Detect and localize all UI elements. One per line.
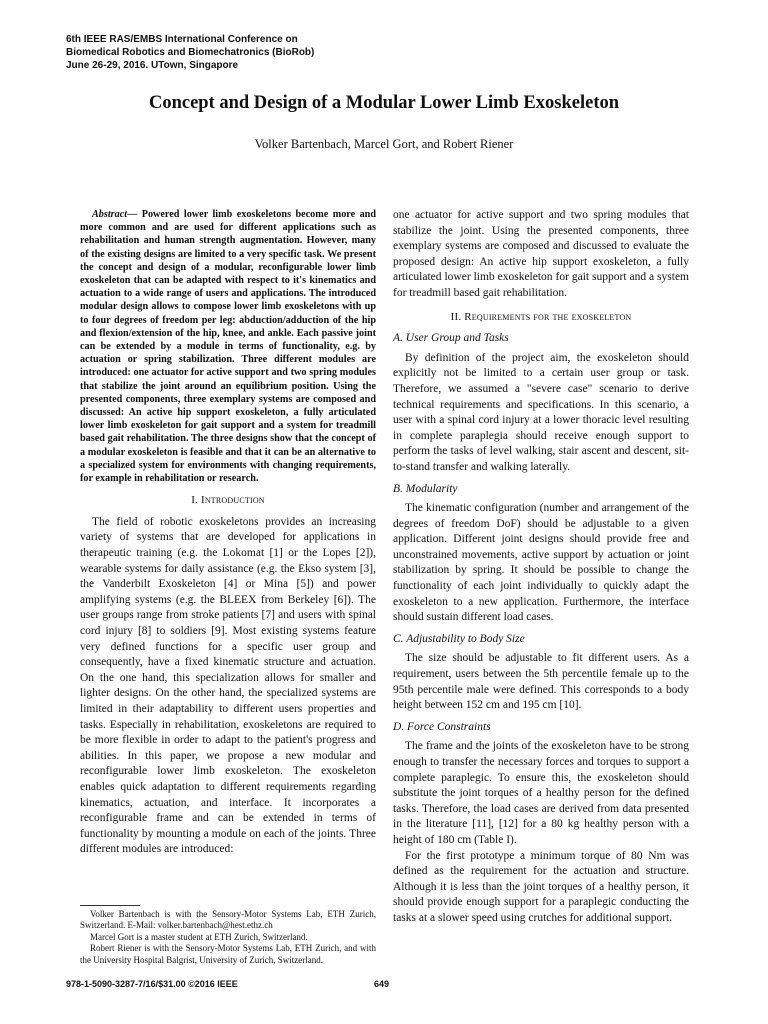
footnote-riener: Robert Riener is with the Sensory-Motor Systems Lab, ETH Zurich, and with the University Hospital Balgrist, University of Zurich, Switzerland. [80,943,376,965]
footnote-bartenbach: Volker Bartenbach is with the Sensory-Motor Systems Lab, ETH Zurich, Switzerland. E-Mail: volker.bartenbach@hest.ethz.ch [80,909,376,931]
section-number-requirements: II. [450,310,465,323]
footer-isbn: 978-1-5090-3287-7/16/$31.00 ©2016 IEEE [66,979,238,989]
section-heading-requirements [393,310,689,326]
abstract-label: Abstract [92,209,128,220]
right-column [393,208,689,927]
footnote-rule [80,905,140,906]
paper-title: Concept and Design of a Modular Lower Limb Exoskeleton [148,93,620,113]
conference-line-3: June 26-29, 2016. UTown, Singapore [66,60,239,71]
abstract [80,208,376,485]
paper-authors: Volker Bartenbach, Marcel Gort, and Robert Riener [254,137,514,151]
conference-line-1: 6th IEEE RAS/EMBS International Conference on [66,34,298,45]
footnotes [80,909,376,966]
section-heading-introduction [80,493,376,509]
footnote-gort: Marcel Gort is a master student at ETH Zurich, Switzerland. [90,931,308,942]
section-title-requirements: Requirements for the exoskeleton [464,310,632,323]
page-number: 649 [374,979,390,989]
introduction-continuation: one actuator for active support and two spring modules that stabilize the joint. Using the presented components, three exemplary systems are composed and discussed to evaluate the proposed design: An active hip support exoskeleton, a fully articulated lower limb exoskeleton for gait support and a system for treadmill based gait rehabilitation. [393,209,689,299]
abstract-text: Powered lower limb exoskeletons become more and more common and are used for different applications such as rehabilitation and human strength augmentation. However, many of the existing designs are limited to a very specific task. We present the concept and design of a modular, reconfigurable lower limb exoskeleton that can be adapted with respect to it's kinematics and actuation to a wide range of users and applications. The introduced modular design allows to compose lower limb exoskeletons with up to four degrees of freedom per leg: abduction/adduction of the hip and flexion/extension of the hip, knee, and ankle. Each passive joint can be extended by a module in terms of functionality, e.g. by actuation or spring stabilization. Three different modules are introduced: one actuator for active support and two spring modules that stabilize the joint around an equilibrium position. Using the presented components, three exemplary systems are composed and discussed: An active hip support exoskeleton, a fully articulated lower limb exoskeleton for gait support and a system for treadmill based gait rehabilitation. The three designs show that the concept of a modular exoskeleton is feasible and that it can be an alternative to a specialized system for environments with changing requirements, for example in rehabilitation or research. [80,209,376,485]
section-title-introduction: Introduction [200,494,265,507]
adjustability-paragraph: The size should be adjustable to fit different users. As a requirement, users between the 5th percentile female up to the 95th percentile male were defined. This corresponds to a body height between 152 cm and 195 cm [10]. [393,652,689,712]
modularity-paragraph: The kinematic configuration (number and arrangement of the degrees of freedom DoF) should be adjustable to a given application. Different joint designs should provide free and unconstrained movements, active support by actuation or joint stabilization by spring. It should be possible to change the functionality of each joint individually to quickly adapt the exoskeleton to a new application. Furthermore, the interface should sustain different load cases. [393,502,689,624]
subsection-heading-force-constraints: D. Force Constraints [393,720,491,733]
abstract-dash: — [127,209,142,220]
force-constraints-paragraph-1: The frame and the joints of the exoskeleton have to be strong enough to transfer the necessary forces and torques to support a complete paraplegic. To ensure this, the exoskeleton should substitute the joint torques of a healthy person for the defined tasks. Therefore, the load cases are derived from data presented in the literature [11], [12] for a 80 kg healthy person with a height of 180 cm (Table I). [393,740,689,846]
subsection-heading-modularity: B. Modularity [393,482,458,495]
subsection-heading-adjustability: C. Adjustability to Body Size [393,632,525,645]
conference-line-2: Biomedical Robotics and Biomechatronics (BioRob) [66,47,315,58]
force-constraints-paragraph-2: For the first prototype a minimum torque of 80 Nm was defined as the requirement for the actuation and structure. Although it is less than the joint torques of a healthy person, it should provide enough support for a paraplegic conducting the tasks at a slower speed using crutches for additional support. [393,849,689,924]
conference-header [66,33,426,72]
section-number-introduction: I. [191,494,201,507]
subsection-heading-user-group: A. User Group and Tasks [393,332,509,345]
introduction-paragraph: The field of robotic exoskeletons provides an increasing variety of systems that are developed for applications in therapeutic training (e.g. the Lokomat [1] or the Lopes [2]), wearable systems for daily assistance (e.g. the Ekso system [3], the Vanderbilt Exoskeleton [4] or Mina [5]) and power amplifying systems (e.g. the BLEEX from Berkeley [6]). The user groups range from stroke patients [7] and users with spinal cord injury [8] to soldiers [9]. Most existing systems feature very defined functions for a specific user group and consequently, have a fixed kinematic structure and actuation. On the one hand, this specialization allows for smaller and lighter designs. On the other hand, the specialized systems are limited in their adaptability to different users properties and tasks. Especially in rehabilitation, exoskeletons are required to be more flexible in order to adapt to the patient's progress and abilities. In this paper, we propose a new modular and reconfigurable lower limb exoskeleton. The exoskeleton enables quick adaptation to different requirements regarding kinematics, actuation, and interface. It incorporates a reconfigurable frame and can be extended in terms of functionality by mounting a module on each of the joints. Three different modules are introduced: [80,515,376,856]
user-group-paragraph: By definition of the project aim, the exoskeleton should explicitly not be limited to a certain user group or task. Therefore, we assumed a "severe case" scenario to derive technical requirements and specifications. In this scenario, a user with a spinal cord injury at a lower thoracic level resulting in complete paraplegia should receive enough support to perform the tasks of level walking, stair ascent and descent, sit-to-stand transfer and walking laterally. [393,351,689,473]
left-column [80,208,376,858]
